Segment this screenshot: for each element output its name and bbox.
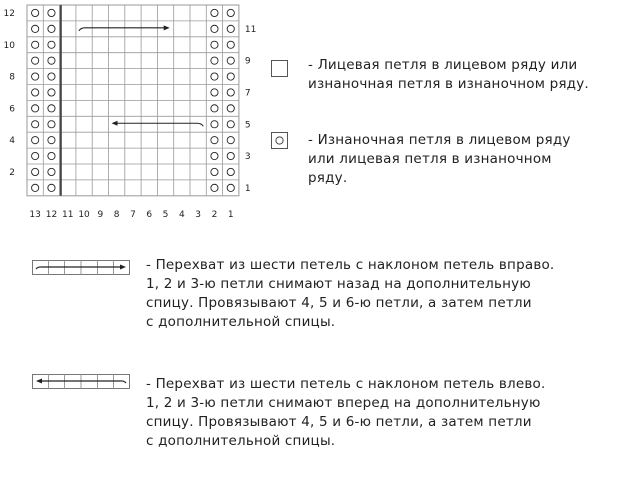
- legend-purl-line: - Изнаночная петля в лицевом ряду: [308, 132, 571, 148]
- empty-square-icon: [271, 60, 288, 77]
- column-number-label: 7: [130, 209, 136, 220]
- legend-purl-text: [308, 131, 571, 188]
- column-number-label: 4: [178, 209, 185, 220]
- row-number-label: 9: [244, 56, 251, 67]
- row-number-label: 3: [244, 152, 251, 163]
- column-number-label: 10: [78, 209, 90, 220]
- legend-cable-left-line: - Перехват из шести петель с наклоном петель влево.: [146, 376, 546, 392]
- legend-cable-right-line: спицу. Провязывают 4, 5 и 6-ю петли, а затем петли: [146, 295, 532, 311]
- column-number-label: 11: [62, 209, 74, 220]
- column-number-label: 12: [45, 209, 58, 220]
- column-number-label: 9: [97, 209, 104, 220]
- row-number-label: 2: [9, 167, 15, 178]
- column-number-label: 5: [162, 209, 169, 220]
- row-number-label: 5: [244, 120, 251, 131]
- column-number-label: 1: [227, 209, 234, 220]
- row-number-label: 1: [244, 183, 251, 194]
- legend-cable-right-text: [146, 256, 554, 332]
- row-number-label: 6: [9, 104, 15, 115]
- legend-knit-text: [308, 56, 589, 94]
- legend-knit-line: - Лицевая петля в лицевом ряду или: [308, 57, 578, 73]
- legend-cable-right-line: 1, 2 и 3-ю петли снимают назад на дополнительную: [146, 276, 531, 292]
- legend-cable-right-line: с дополнительной спицы.: [146, 314, 336, 330]
- legend-cable-left-text: [146, 375, 546, 451]
- legend-purl-line: ряду.: [308, 170, 348, 186]
- column-number-label: 3: [195, 209, 202, 220]
- legend-cable-left-line: 1, 2 и 3-ю петли снимают вперед на дополнительную: [146, 395, 541, 411]
- row-number-label: 4: [9, 136, 15, 147]
- column-number-label: 2: [211, 209, 218, 220]
- column-number-label: 13: [29, 209, 41, 220]
- legend-cable-left-line: с дополнительной спицы.: [146, 433, 336, 449]
- legend-purl-line: или лицевая петля в изнаночном: [308, 151, 552, 167]
- cable-left-arrow-icon: [32, 374, 132, 390]
- row-number-label: 10: [3, 40, 15, 51]
- row-number-label: 11: [244, 24, 257, 35]
- row-number-label: 12: [3, 8, 15, 19]
- knitting-chart: [0, 0, 260, 225]
- column-number-label: 6: [146, 209, 153, 220]
- legend-knit-line: изнаночная петля в изнаночном ряду.: [308, 76, 589, 92]
- legend-cable-right-line: - Перехват из шести петель с наклоном петель вправо.: [146, 257, 555, 273]
- cable-right-arrow-icon: [32, 260, 132, 276]
- legend-cable-left-line: спицу. Провязывают 4, 5 и 6-ю петли, а затем петли: [146, 414, 532, 430]
- circle-square-icon: [271, 132, 288, 149]
- row-number-label: 7: [244, 88, 251, 99]
- row-number-label: 8: [9, 72, 15, 83]
- column-number-label: 8: [113, 209, 120, 220]
